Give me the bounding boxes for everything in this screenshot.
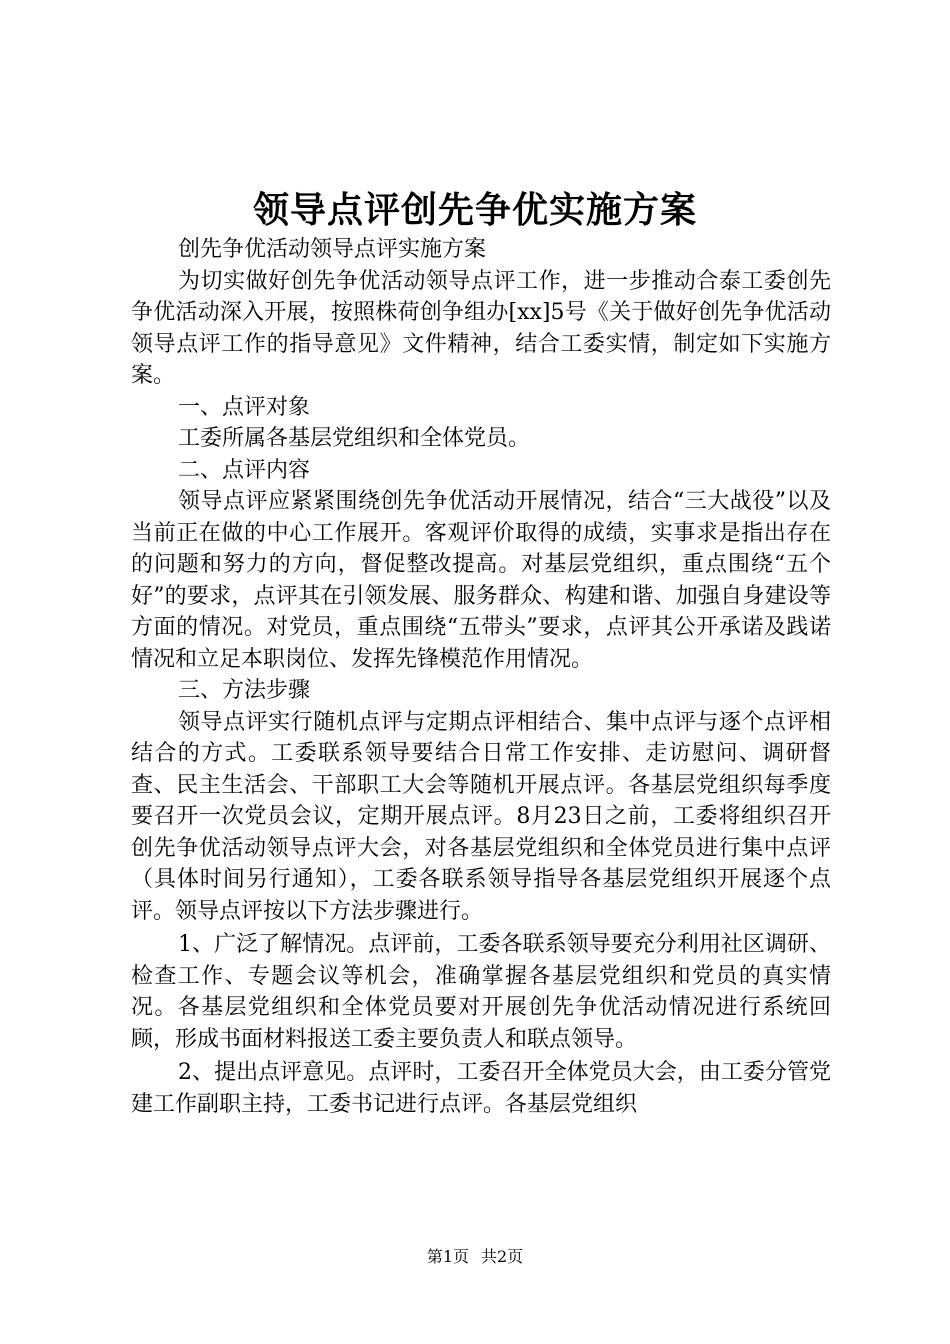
document-title: 领导点评创先争优实施方案 (252, 189, 697, 231)
paragraph-step-2: 2、提出点评意见。点评时，工委召开全体党员大会，由工委分管党建工作副职主持，工委书记进行点评。各基层党组织 (131, 1060, 831, 1117)
paragraph-subtitle: 创先争优活动领导点评实施方案 (178, 237, 487, 262)
section-heading-content: 二、点评内容 (178, 457, 311, 483)
paragraph-targets: 工委所属各基层党组织和全体党员。 (178, 426, 531, 451)
section-heading-targets: 一、点评对象 (178, 394, 311, 420)
section-heading-method: 三、方法步骤 (178, 678, 311, 703)
page-total: 共2页 (481, 1247, 524, 1266)
paragraph-step-1: 1、广泛了解情况。点评前，工委各联系领导要充分利用社区调研、检查工作、专题会议等机会，准确掌握各基层党组织和党员的真实情况。各基层党组织和全体党员要对开展创先争优活动情况进行系统回顾，形成书面材料报送工委主要负责人和联点领导。 (131, 932, 831, 1052)
document-body (131, 234, 831, 1120)
paragraph-content: 领导点评应紧紧围绕创先争优活动开展情况，结合“三大战役”以及当前正在做的中心工作展开。客观评价取得的成绩，实事求是指出存在的问题和努力的方向，督促整改提高。对基层党组织，重点围绕“五个好”的要求，点评其在引领发展、服务群众、构建和谐、加强自身建设等方面的情况。对党员，重点围绕“五带头”要求，点评其公开承诺及践诺情况和立足本职岗位、发挥先锋模范作用情况。 (131, 489, 831, 672)
paragraph-intro: 为切实做好创先争优活动领导点评工作，进一步推动合泰工委创先争优活动深入开展，按照株荷创争组办[xx]5号《关于做好创先争优活动领导点评工作的指导意见》文件精神，结合工委实情，制定如下实施方案。 (131, 268, 831, 388)
paragraph-method: 领导点评实行随机点评与定期点评相结合、集中点评与逐个点评相结合的方式。工委联系领导要结合日常工作安排、走访慰问、调研督查、民主生活会、干部职工大会等随机开展点评。各基层党组织每季度要召开一次党员会议，定期开展点评。8月23日之前，工委将组织召开创先争优活动领导点评大会，对各基层党组织和全体党员进行集中点评（具体时间另行通知），工委各联系领导指导各基层党组织开展逐个点评。领导点评按以下方法步骤进行。 (131, 709, 831, 924)
page-footer (0, 1247, 950, 1267)
page-number: 第1页 (426, 1247, 469, 1266)
